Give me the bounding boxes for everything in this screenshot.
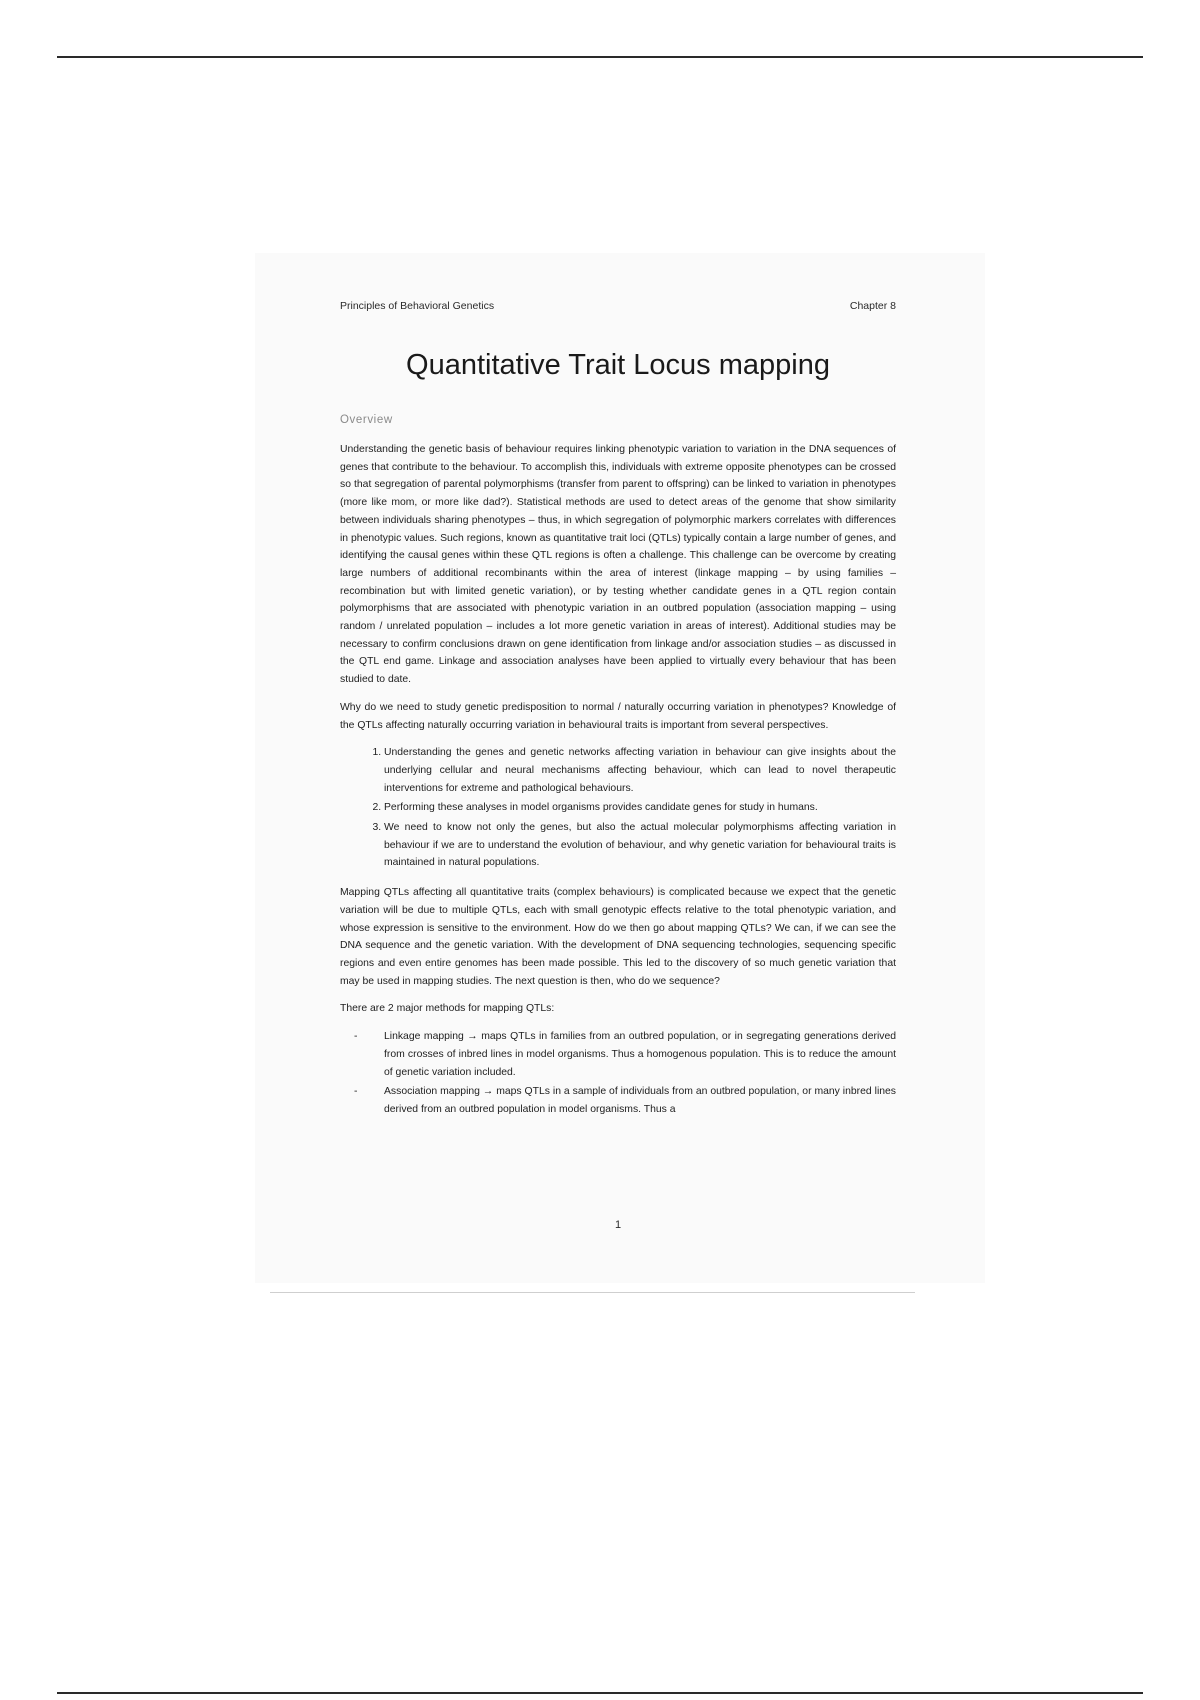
page-number: 1 xyxy=(614,1219,622,1231)
section-heading-overview: Overview xyxy=(340,414,393,426)
body-text xyxy=(340,441,896,1131)
bullet-list-item-text: Association mapping → maps QTLs in a sample of individuals from an outbred population, or many inbred lines derived from an outbred population in model organisms. Thus a xyxy=(384,1086,896,1115)
bullet-list-item-text: Linkage mapping → maps QTLs in families from an outbred population, or in segregating generations derived from crosses of inbred lines in model organisms. Thus a homogenous population. This is to reduce the amount of genetic variation included. xyxy=(384,1031,896,1078)
numbered-list xyxy=(340,744,896,872)
dash-bullet: - xyxy=(354,1031,358,1043)
bullet-list xyxy=(340,1028,896,1119)
paragraph: There are 2 major methods for mapping QTLs: xyxy=(340,1003,555,1015)
document-page xyxy=(255,253,985,1283)
paragraph: Mapping QTLs affecting all quantitative traits (complex behaviours) is complicated because we expect that the genetic variation will be due to multiple QTLs, each with small genotypic effects relative to the total phenotypic variation, and whose expression is sensitive to the environment. How do we then go about mapping QTLs? We can, if we can see the DNA sequence and the genetic variation. With the development of DNA sequencing technologies, sequencing specific regions and even entire genomes has been made possible. This led to the discovery of so much genetic variation that may be used in mapping studies. The next question is then, who do we sequence? xyxy=(340,887,896,987)
paragraph: Understanding the genetic basis of behaviour requires linking phenotypic variation to variation in the DNA sequences of genes that contribute to the behaviour. To accomplish this, individuals with extreme opposite phenotypes can be crossed so that segregation of parental polymorphisms (transfer from parent to offspring) can be linked to variation in phenotypes (more like mom, or more like dad?). Statistical methods are used to detect areas of the genome that show similarity between individuals sharing phenotypes – thus, in which segregation of polymorphic markers correlates with differences in phenotypic values. Such regions, known as quantitative trait loci (QTLs) typically contain a large number of genes, and identifying the causal genes within these QTL regions is often a challenge. This challenge can be overcome by creating large numbers of additional recombinants within the area of interest (linkage mapping – by using families – recombination but with limited genetic variation), or by testing whether candidate genes in a QTL region contain polymorphisms that are associated with phenotypic variation in an outbred population (association mapping – using random / unrelated population – includes a lot more genetic variation in areas of interest). Additional studies may be necessary to confirm conclusions drawn on gene identification from linkage and/or association studies – as discussed in the QTL end game. Linkage and association analyses have been applied to virtually every behaviour that has been studied to date. xyxy=(340,444,896,686)
running-header-chapter: Chapter 8 xyxy=(849,300,896,312)
numbered-list-item: 1. Understanding the genes and genetic networks affecting variation in behaviour can give insights about the underlying cellular and neural mechanisms affecting behaviour, which can lead to novel therapeutic interventions for extreme and pathological behaviours. xyxy=(384,744,896,797)
page-bottom-divider xyxy=(270,1292,915,1293)
bullet-list-item xyxy=(354,1028,896,1081)
dash-bullet: - xyxy=(354,1086,358,1098)
numbered-list-item: 2. Performing these analyses in model organisms provides candidate genes for study in humans. xyxy=(384,799,896,817)
running-header xyxy=(340,299,896,313)
viewer-bottom-rule xyxy=(57,1692,1143,1694)
viewer-top-rule xyxy=(57,56,1143,58)
bullet-list-item xyxy=(354,1083,896,1118)
numbered-list-item: 3. We need to know not only the genes, but also the actual molecular polymorphisms affecting variation in behaviour if we are to understand the evolution of behaviour, and why genetic variation for behavioural traits is maintained in natural populations. xyxy=(384,819,896,872)
running-header-book-title: Principles of Behavioral Genetics xyxy=(340,300,495,312)
document-title: Quantitative Trait Locus mapping xyxy=(406,349,830,381)
paragraph: Why do we need to study genetic predisposition to normal / naturally occurring variation in phenotypes? Knowledge of the QTLs affecting naturally occurring variation in behavioural traits is important from several perspectives. xyxy=(340,701,896,731)
